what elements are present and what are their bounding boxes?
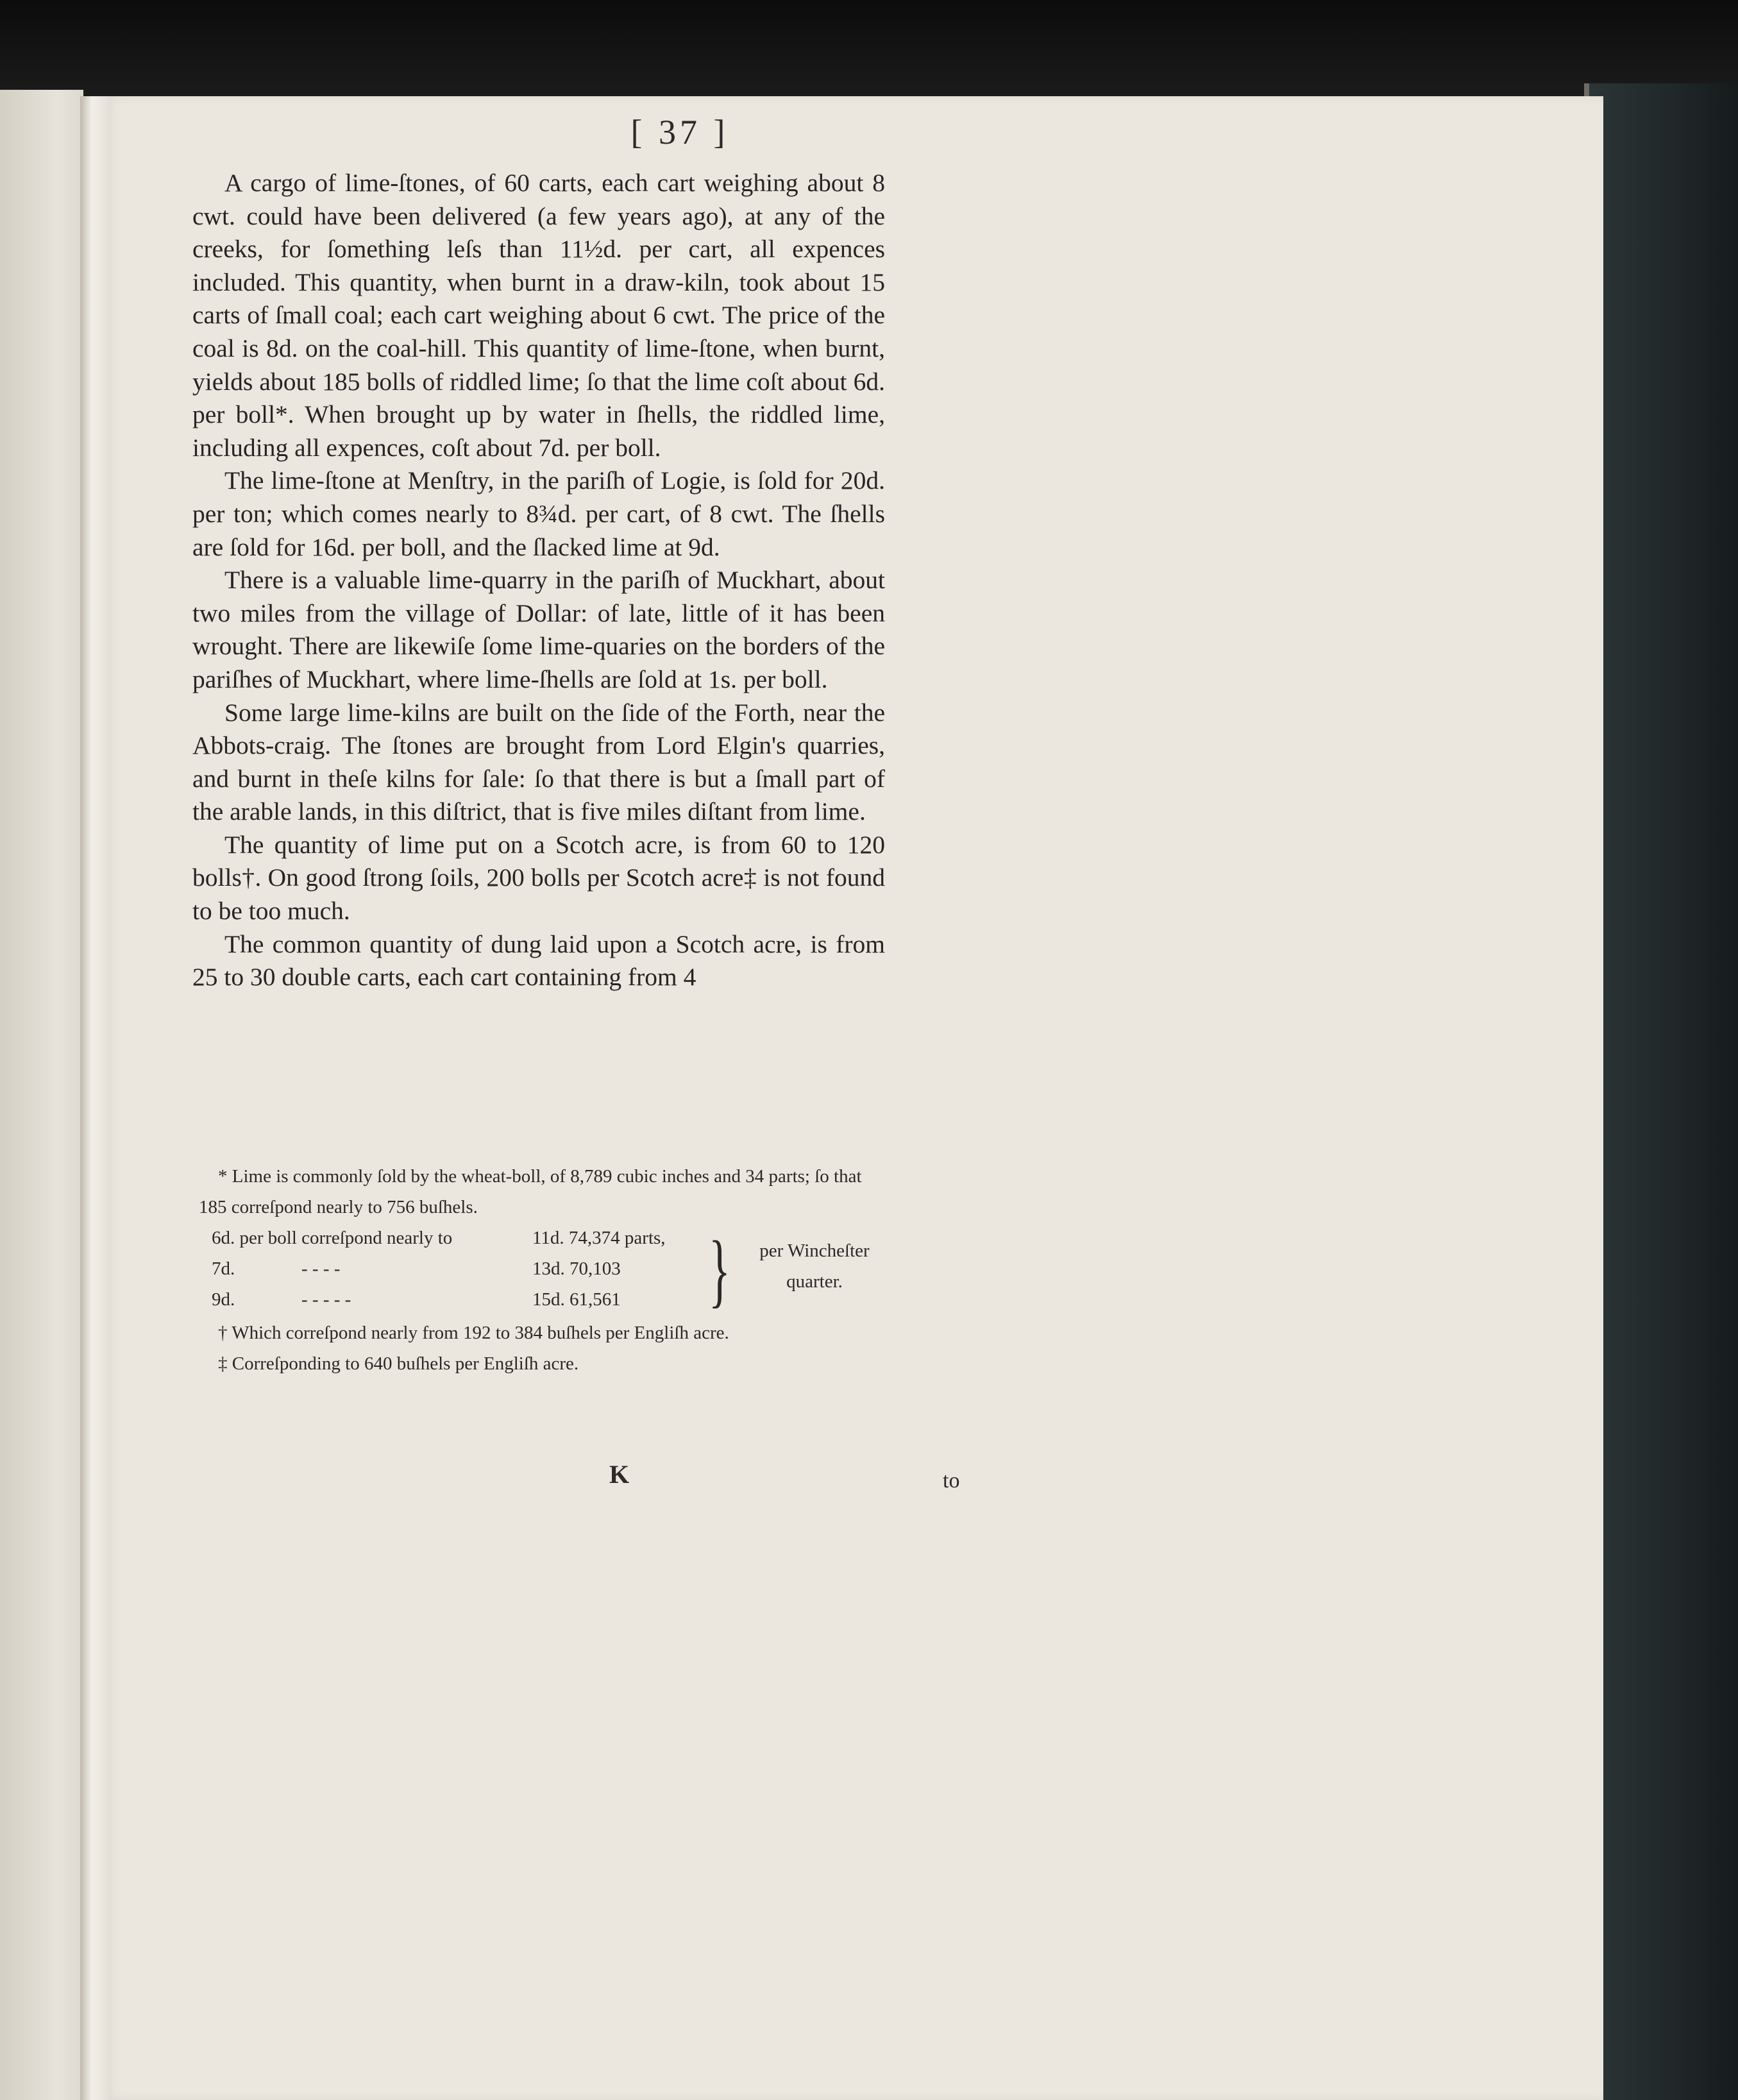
page-gutter <box>80 96 109 2100</box>
signature-mark: K <box>609 1460 630 1489</box>
book-cover-edge <box>1584 83 1738 2100</box>
table-cell-equivalent: 13d. 70,103 <box>532 1258 621 1279</box>
page-header: [ 37 ] <box>630 113 729 151</box>
catchword: to <box>943 1469 960 1493</box>
paragraph: Some large lime-kilns are built on the ſide of the Forth, near the Abbots-craig. The ſtones are brought from Lord Elgin's quarries, and burnt in theſe kilns for ſale: ſo that there is but a ſmall part of the arable lands, in this diſtrict, that is five miles diſtant from lime. <box>192 698 885 826</box>
footnote-star: * Lime is commonly ſold by the wheat-boll, of 8,789 cubic inches and 34 parts; ſo that 185 correſpond nearly to 756 buſhels. <box>199 1166 862 1217</box>
table-cell-equivalent: 11d. 74,374 parts, <box>532 1228 666 1248</box>
table-cell-dashes: - - - - - <box>301 1289 351 1310</box>
table-cell-dashes: - - - - <box>301 1258 341 1279</box>
body-text <box>192 167 885 994</box>
brace-icon: } <box>709 1224 730 1316</box>
paragraph: A cargo of lime-ſtones, of 60 carts, each cart weighing about 8 cwt. could have been delivered (a few years ago), at any of the creeks, for ſomething leſs than 11½d. per cart, all expences included. This quantity, when burnt in a draw-kiln, took about 15 carts of ſmall coal; each cart weighing about 6 cwt. The price of the coal is 8d. on the coal-hill. This quantity of lime-ſtone, when burnt, yields about 185 bolls of riddled lime; ſo that the lime coſt about 6d. per boll*. When brought up by water in ſhells, the riddled lime, including all expences, coſt about 7d. per boll. <box>192 169 885 462</box>
paragraph: There is a valuable lime-quarry in the pariſh of Muckhart, about two miles from the village of Dollar: of late, little of it has been wrought. There are likewiſe ſome lime-quaries on the borders of the pariſhes of Muckhart, where lime-ſhells are ſold at 1s. per boll. <box>192 566 885 693</box>
table-cell-price: 9d. <box>212 1289 235 1310</box>
facing-page-edge <box>0 90 83 2100</box>
price-conversion-table <box>199 1223 891 1317</box>
paragraph: The quantity of lime put on a Scotch acre, is from 60 to 120 bolls†. On good ſtrong ſoils, 200 bolls per Scotch acre‡ is not found to be too much. <box>192 830 885 926</box>
scan-background <box>0 0 1738 96</box>
paragraph: The common quantity of dung laid upon a Scotch acre, is from 25 to 30 double carts, each cart containing from 4 <box>192 929 885 992</box>
table-cell-price: 6d. per boll correſpond nearly to <box>212 1228 453 1248</box>
footnote-double-dagger: ‡ Correſponding to 640 buſhels per Engliſh acre. <box>218 1353 579 1374</box>
footnote-dagger: † Which correſpond nearly from 192 to 384 buſhels per Engliſh acre. <box>218 1323 729 1343</box>
paragraph: The lime-ſtone at Menſtry, in the pariſh of Logie, is ſold for 20d. per ton; which comes nearly to 8¾d. per cart, of 8 cwt. The ſhells are ſold for 16d. per boll, and the ſlacked lime at 9d. <box>192 466 885 561</box>
brace-label: per Wincheſter quarter. <box>759 1241 870 1292</box>
footnotes <box>199 1161 891 1379</box>
table-cell-price: 7d. <box>212 1258 235 1279</box>
table-cell-equivalent: 15d. 61,561 <box>532 1289 621 1310</box>
